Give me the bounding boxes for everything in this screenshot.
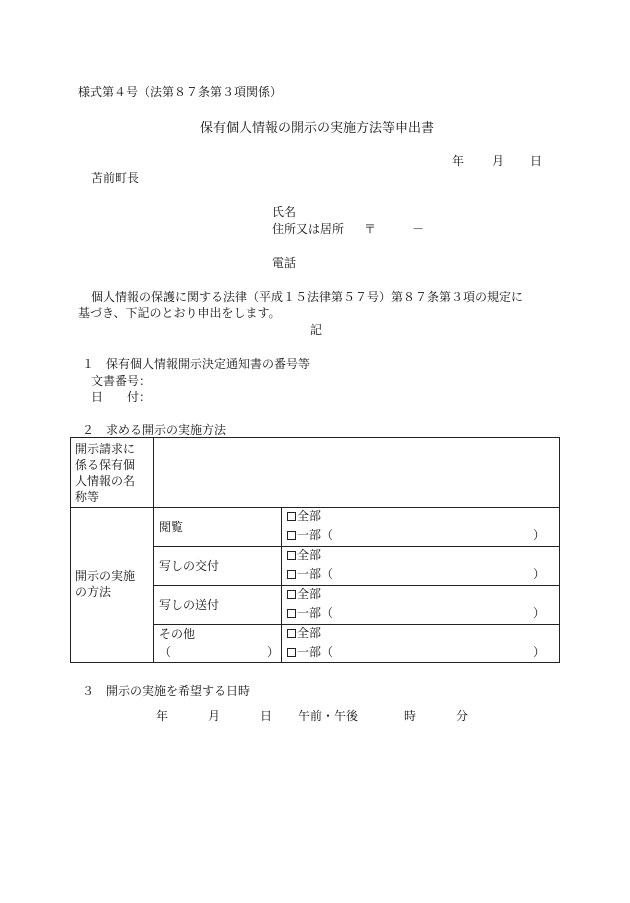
checkbox[interactable] <box>287 609 296 618</box>
option-all[interactable]: 全部 <box>287 586 321 602</box>
checkbox[interactable] <box>287 648 296 657</box>
option-all[interactable]: 全部 <box>287 508 321 524</box>
section3-heading: ３ 開示の実施を希望する日時 <box>82 684 251 698</box>
checkbox[interactable] <box>287 590 296 599</box>
option-all[interactable]: 全部 <box>287 547 321 563</box>
checkbox[interactable] <box>287 570 296 579</box>
part-close-paren: ） <box>533 645 546 659</box>
ki-mark: 記 <box>310 323 323 337</box>
notice-date-label: 日 付： <box>91 390 152 404</box>
date-month: 月 <box>492 154 505 168</box>
postal-mark: 〒 <box>364 222 377 236</box>
method-table <box>70 437 560 663</box>
phone-label: 電話 <box>272 256 297 270</box>
checkbox[interactable] <box>287 629 296 638</box>
method-name-inspection: 閲覧 <box>159 520 184 534</box>
postal-dash: － <box>412 222 425 236</box>
wish-hour: 時 <box>404 709 417 723</box>
section1-heading: １ 保有個人情報開示決定通知書の番号等 <box>82 357 311 371</box>
option-part[interactable]: 一部（ <box>287 566 333 582</box>
part-close-paren: ） <box>533 606 546 620</box>
part-close-paren: ） <box>533 528 546 542</box>
body-text-line1: 個人情報の保護に関する法律（平成１５法律第５７号）第８７条第３項の規定に <box>91 290 524 304</box>
page-title: 保有個人情報の開示の実施方法等申出書 <box>200 121 435 136</box>
option-part[interactable]: 一部（ <box>287 644 333 660</box>
addressee: 苫前町長 <box>91 171 140 185</box>
date-day: 日 <box>530 154 543 168</box>
checkbox[interactable] <box>287 531 296 540</box>
part-close-paren: ） <box>533 567 546 581</box>
checkbox[interactable] <box>287 512 296 521</box>
wish-year: 年 <box>156 709 169 723</box>
wish-day: 日 <box>260 709 273 723</box>
option-all[interactable]: 全部 <box>287 625 321 641</box>
checkbox[interactable] <box>287 551 296 560</box>
address-label: 住所又は居所 <box>272 222 345 236</box>
other-open-paren: （ <box>159 645 172 659</box>
option-part[interactable]: 一部（ <box>287 527 333 543</box>
method-name-copy-delivery: 写しの交付 <box>159 559 220 573</box>
option-part[interactable]: 一部（ <box>287 605 333 621</box>
info-name-label: 開示請求に 係る保有個 人情報の名 称等 <box>75 442 136 504</box>
wish-month: 月 <box>208 709 221 723</box>
method-label: 開示の実施 の方法 <box>75 569 136 599</box>
wish-ampm: 午前・午後 <box>298 709 359 723</box>
other-close-paren: ） <box>267 645 280 659</box>
form-number: 様式第４号（法第８７条第３項関係） <box>78 85 283 99</box>
date-year: 年 <box>452 154 465 168</box>
body-text-line2: 基づき、下記のとおり申出をします。 <box>78 306 281 320</box>
doc-number-label: 文書番号： <box>91 374 152 388</box>
method-name-other: その他 <box>159 627 196 641</box>
wish-minute: 分 <box>456 709 469 723</box>
section2-heading: ２ 求める開示の実施方法 <box>82 423 227 437</box>
name-label: 氏名 <box>272 205 297 219</box>
method-name-copy-mail: 写しの送付 <box>159 598 220 612</box>
